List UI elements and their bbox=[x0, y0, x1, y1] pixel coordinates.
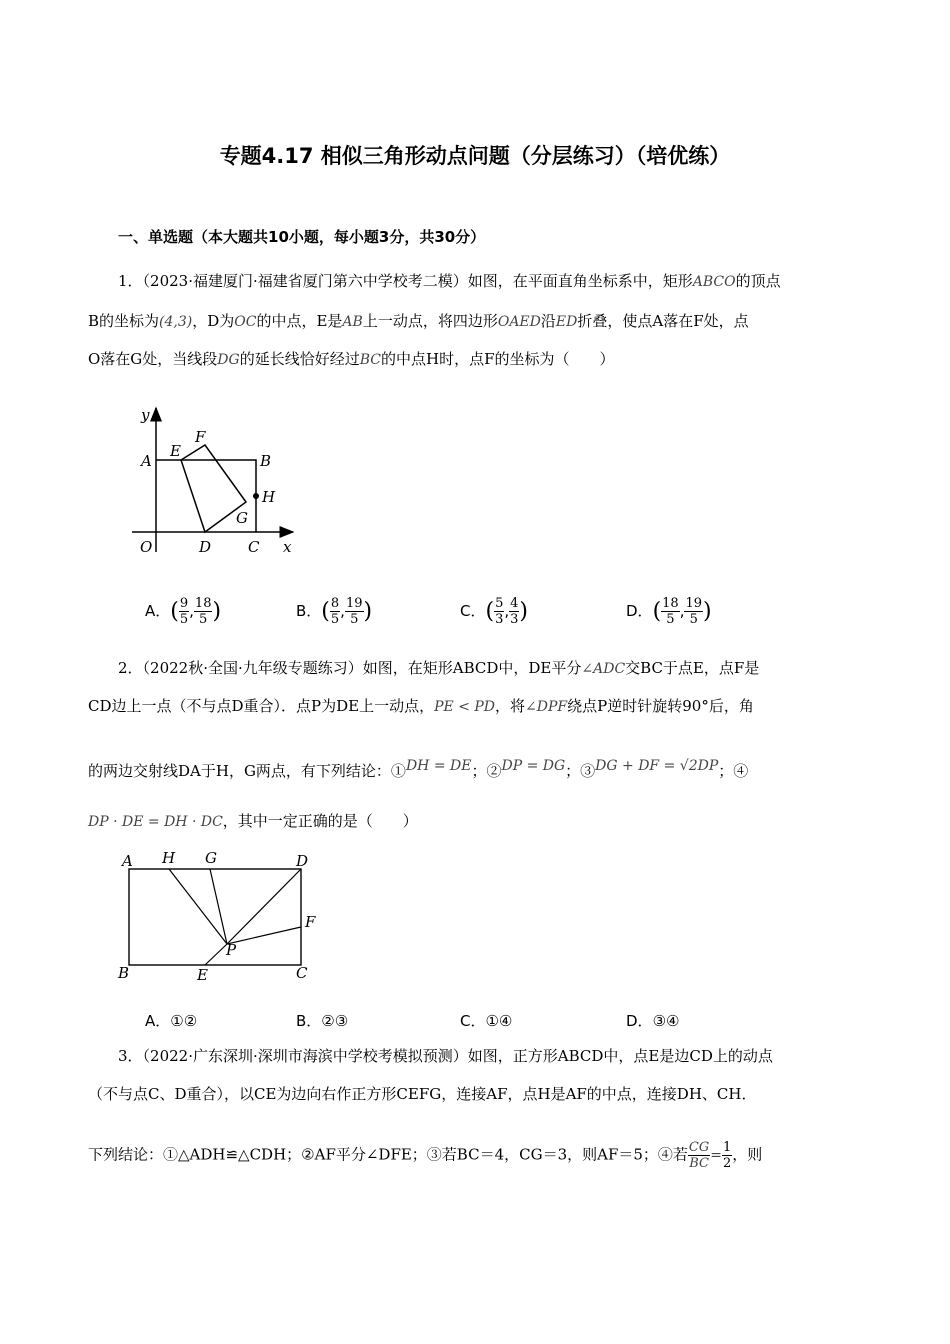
label-a: A bbox=[141, 452, 152, 470]
q2-option-a[interactable]: A．①② bbox=[145, 1012, 198, 1030]
q2-option-d[interactable]: D．③④ bbox=[626, 1012, 680, 1030]
q3-line-2: （不与点C、D重合），以CE为边向右作正方形CEFG，连接AF，点H是AF的中点，连接DH、CH． bbox=[88, 1085, 757, 1103]
q1-line-1: 1．（2023·福建厦门·福建省厦门第六中学校考二模）如图，在平面直角坐标系中，矩形ABCO的顶点 bbox=[118, 272, 781, 290]
segment-pf bbox=[227, 927, 301, 944]
q1-option-b[interactable]: B．( $\frac{8}{5}$ , $\frac{19}{5}$ ) bbox=[296, 596, 373, 627]
q2-line-2: CD边上一点（不与点D重合）．点P为DE上一动点，PE < PD，将∠DPF绕点P逆时针旋转90°后，角 bbox=[88, 697, 754, 715]
segment-pe bbox=[205, 944, 227, 965]
rectangle-abcd bbox=[129, 869, 301, 965]
q1-figure bbox=[128, 402, 308, 562]
q2-line-1: 2．（2022秋·全国·九年级专题练习）如图，在矩形ABCD中，DE平分∠ADC交BC于点E，点F是 bbox=[118, 659, 760, 677]
section-heading: 一、单选题（本大题共10小题，每小题3分，共30分） bbox=[118, 228, 486, 246]
q2-figure bbox=[112, 848, 322, 988]
q1-option-c[interactable]: C．( $\frac{5}{3}$ , $\frac{4}{3}$ ) bbox=[460, 596, 529, 627]
page-title: 专题4.17 相似三角形动点问题（分层练习）（培优练） bbox=[219, 144, 731, 168]
label-e: E bbox=[197, 966, 208, 984]
label-f: F bbox=[305, 913, 316, 931]
label-h: H bbox=[162, 849, 176, 867]
label-f: F bbox=[195, 428, 206, 446]
label-p: P bbox=[226, 941, 237, 959]
label-h: H bbox=[262, 488, 276, 506]
q1-option-a[interactable]: A．( $\frac{9}{5}$ , $\frac{18}{5}$ ) bbox=[145, 596, 222, 627]
q1-line-3: O落在G处，当线段DG的延长线恰好经过BC的中点H时，点F的坐标为（ ） bbox=[88, 350, 615, 368]
label-b: B bbox=[118, 964, 130, 982]
label-c: C bbox=[248, 538, 260, 556]
label-d: D bbox=[296, 852, 309, 870]
label-x: x bbox=[283, 538, 292, 556]
label-e: E bbox=[170, 442, 181, 460]
label-o: O bbox=[140, 538, 153, 556]
q3-line-1: 3．（2022·广东深圳·深圳市海滨中学校考模拟预测）如图，正方形ABCD中，点E是边CD上的动点 bbox=[118, 1047, 773, 1065]
label-b: B bbox=[260, 452, 272, 470]
q1-line-2: B的坐标为(4,3)，D为OC的中点，E是AB上一动点，将四边形OAED沿ED折叠，使点A落在F处，点 bbox=[88, 312, 749, 330]
label-d: D bbox=[199, 538, 212, 556]
q1-option-d[interactable]: D．( $\frac{18}{5}$ , $\frac{19}{5}$ ) bbox=[626, 596, 712, 627]
label-c: C bbox=[296, 964, 308, 982]
q2-option-b[interactable]: B．②③ bbox=[296, 1012, 349, 1030]
label-a: A bbox=[122, 852, 133, 870]
label-y: y bbox=[141, 406, 150, 424]
q2-line-4: DP · DE = DH · DC，其中一定正确的是（ ） bbox=[88, 812, 418, 830]
segment-dp bbox=[227, 869, 301, 944]
label-g: G bbox=[205, 849, 217, 867]
q2-option-c[interactable]: C．①④ bbox=[460, 1012, 513, 1030]
q3-line-3: 下列结论：①△ADH≌△CDH；②AF平分∠DFE；③若BC＝4，CG＝3，则AF＝5；④若 $\frac{CG}{BC}$ = $\frac{1}{2}$ ，则 bbox=[88, 1140, 763, 1171]
label-g: G bbox=[236, 509, 248, 527]
q2-line-3: 的两边交射线DA于H，G两点，有下列结论：①DH = DE；②DP = DG；③DG + DF = √2DP；④ bbox=[88, 758, 749, 780]
point-h-dot bbox=[253, 493, 259, 499]
